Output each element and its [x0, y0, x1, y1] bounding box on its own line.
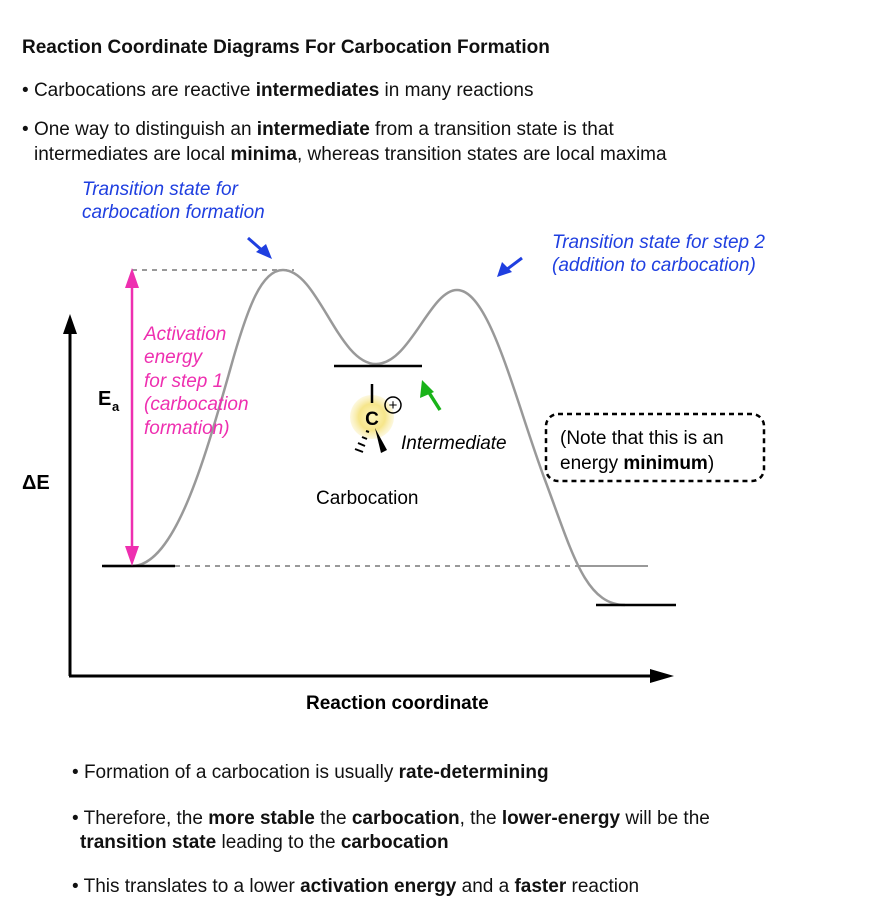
bullet-text-post: , whereas transition states are local maxima [296, 144, 667, 165]
bullet-part-bold: carbocation [351, 808, 460, 829]
bullet-symbol: • [72, 876, 79, 897]
activation-label-line-1: Activation [144, 324, 227, 345]
ea-label: E [98, 388, 112, 410]
bullet-symbol: • [22, 80, 29, 101]
bullet-part-bold: faster [514, 876, 567, 897]
ts2-pointer-arrow [506, 258, 522, 270]
bullet-text-bold: intermediates [255, 80, 380, 101]
ea-arrowhead-bottom [125, 546, 139, 566]
bullet-part-bold: transition state [80, 832, 217, 853]
bullet-part-bold: activation energy [300, 876, 457, 897]
bullet-text-pre: One way to distinguish an [33, 119, 257, 140]
bullet-part: will be the [620, 808, 710, 829]
x-axis-label: Reaction coordinate [306, 693, 489, 714]
intermediate-pointer-arrow [428, 391, 440, 410]
bullet-part: This translates to a lower [83, 876, 301, 897]
note-text-bold: minimum [623, 453, 708, 474]
note-text-line-2 [560, 453, 714, 474]
bottom-bullet-1 [72, 760, 549, 785]
bullet-text-pre: Carbocations are reactive [33, 80, 256, 101]
x-axis-arrowhead [650, 669, 674, 683]
bullet-part: Therefore, the [83, 808, 209, 829]
activation-label-line-3: for step 1 [144, 371, 224, 392]
ts1-label-line-2: carbocation formation [82, 202, 265, 223]
note-text-line-1: (Note that this is an [560, 428, 724, 449]
note-text-post: ) [707, 453, 715, 474]
bottom-bullet-2 [72, 806, 710, 831]
bullet-part-bold: more stable [208, 808, 315, 829]
y-axis-arrowhead [63, 314, 77, 334]
bullet-part: the [314, 808, 352, 829]
positive-charge-symbol: + [388, 397, 398, 414]
bullet-text-post: from a transition state is that [369, 119, 614, 140]
bullet-part-bold: rate-determining [398, 762, 549, 783]
carbon-symbol: C [365, 409, 379, 430]
bullet-part: reaction [566, 876, 640, 897]
bullet-text-bold: minima [230, 144, 297, 165]
ts2-label-line-2: (addition to carbocation) [552, 255, 756, 276]
bullet-part: , the [459, 808, 502, 829]
activation-label-line-2: energy [144, 347, 203, 368]
bullet-part: and a [456, 876, 515, 897]
bottom-bullet-3 [72, 874, 639, 899]
bullet-part-bold: carbocation [340, 832, 449, 853]
bullet-symbol: • [72, 808, 79, 829]
bullet-text-bold: intermediate [256, 119, 370, 140]
carbocation-label: Carbocation [316, 488, 419, 509]
ea-subscript: a [112, 399, 120, 414]
bullet-part: leading to the [216, 832, 341, 853]
bullet-symbol: • [22, 119, 29, 140]
page-title: Reaction Coordinate Diagrams For Carbocation Formation [22, 37, 550, 58]
intermediate-label: Intermediate [401, 433, 507, 454]
activation-label-line-5: formation) [144, 418, 230, 439]
bottom-bullet-2-continuation [80, 830, 449, 855]
activation-label-line-4: (carbocation [144, 394, 249, 415]
bullet-part: Formation of a carbocation is usually [83, 762, 399, 783]
y-axis-label: ΔE [22, 472, 50, 494]
ts2-pointer-arrowhead [497, 262, 512, 277]
note-text-pre: energy [560, 453, 624, 474]
ts1-label-line-1: Transition state for [82, 179, 238, 200]
bullet-text-pre: intermediates are local [34, 144, 231, 165]
bullet-text-post: in many reactions [379, 80, 534, 101]
bullet-symbol: • [72, 762, 79, 783]
bullet-part-bold: lower-energy [501, 808, 621, 829]
ts2-label-line-1: Transition state for step 2 [552, 232, 765, 253]
